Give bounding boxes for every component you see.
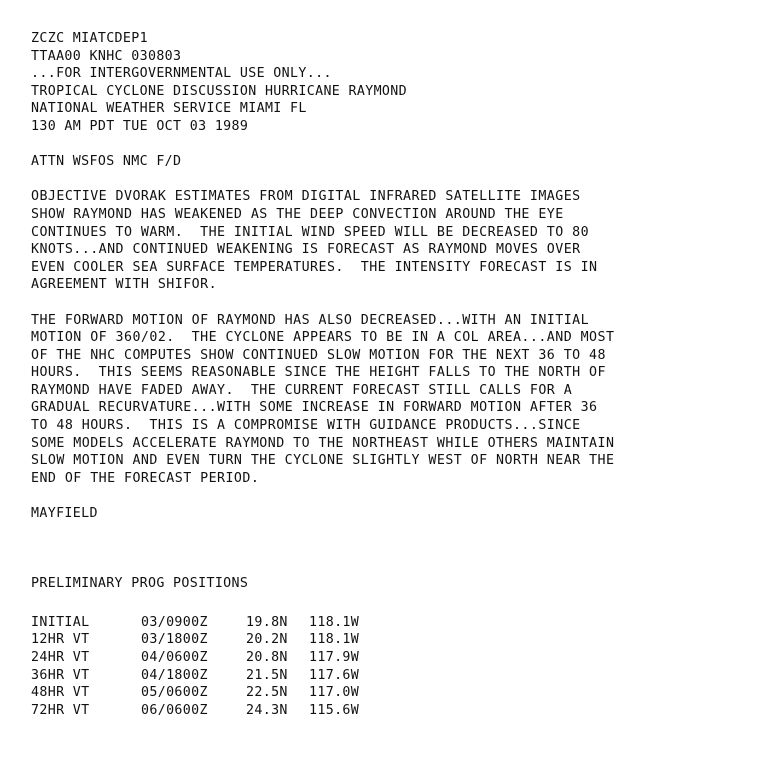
prog-latitude: 21.5N bbox=[246, 667, 288, 683]
paragraph-line: TO 48 HOURS. THIS IS A COMPROMISE WITH GUIDANCE PRODUCTS...SINCE bbox=[31, 418, 581, 434]
paragraph-line: AGREEMENT WITH SHIFOR. bbox=[31, 277, 218, 293]
paragraph-line: SLOW MOTION AND EVEN TURN THE CYCLONE SLIGHTLY WEST OF NORTH NEAR THE bbox=[31, 453, 615, 469]
paragraph-line: GRADUAL RECURVATURE...WITH SOME INCREASE IN FORWARD MOTION AFTER 36 bbox=[31, 400, 598, 416]
intensity-paragraph bbox=[31, 188, 741, 294]
header-line-issue-time: 130 AM PDT TUE OCT 03 1989 bbox=[31, 118, 249, 134]
paragraph-line: SHOW RAYMOND HAS WEAKENED AS THE DEEP CONVECTION AROUND THE EYE bbox=[31, 206, 564, 222]
paragraph-line: END OF THE FORECAST PERIOD. bbox=[31, 470, 260, 486]
prog-time: 04/0600Z bbox=[141, 650, 208, 665]
discussion-document bbox=[31, 30, 741, 719]
prog-time: 06/0600Z bbox=[141, 702, 208, 718]
table-row bbox=[31, 702, 359, 720]
prog-time: 04/1800Z bbox=[141, 667, 208, 683]
header-line-product-id: TTAA00 KNHC 030803 bbox=[31, 48, 182, 64]
prog-longitude: 118.1W bbox=[309, 632, 360, 648]
message-header bbox=[31, 30, 741, 136]
prog-longitude: 117.6W bbox=[309, 667, 360, 683]
spacer bbox=[31, 294, 741, 312]
prog-longitude: 117.0W bbox=[309, 685, 360, 701]
spacer bbox=[31, 136, 741, 154]
paragraph-line: OF THE NHC COMPUTES SHOW CONTINUED SLOW MOTION FOR THE NEXT 36 TO 48 bbox=[31, 347, 606, 363]
header-line-office: NATIONAL WEATHER SERVICE MIAMI FL bbox=[31, 101, 307, 117]
paragraph-line: THE FORWARD MOTION OF RAYMOND HAS ALSO DECREASED...WITH AN INITIAL bbox=[31, 312, 590, 328]
table-row bbox=[31, 684, 359, 702]
paragraph-line: CONTINUES TO WARM. THE INITIAL WIND SPEED WILL BE DECREASED TO 80 bbox=[31, 224, 590, 240]
forecaster-signature: MAYFIELD bbox=[31, 506, 98, 522]
prog-label: 72HR VT bbox=[31, 702, 90, 718]
prog-latitude: 24.3N bbox=[246, 702, 288, 718]
header-line-usage-notice: ...FOR INTERGOVERNMENTAL USE ONLY... bbox=[31, 66, 332, 82]
prog-time: 03/1800Z bbox=[141, 632, 208, 648]
spacer bbox=[31, 523, 741, 575]
prog-positions-table bbox=[31, 614, 359, 720]
prog-label: 12HR VT bbox=[31, 632, 90, 648]
prog-label: INITIAL bbox=[31, 614, 90, 630]
prog-positions-title: PRELIMINARY PROG POSITIONS bbox=[31, 575, 249, 591]
paragraph-line: MOTION OF 360/02. THE CYCLONE APPEARS TO BE IN A COL AREA...AND MOST bbox=[31, 330, 615, 346]
prog-latitude: 19.8N bbox=[246, 614, 288, 630]
spacer bbox=[31, 171, 741, 189]
prog-latitude: 20.8N bbox=[246, 650, 288, 665]
motion-paragraph bbox=[31, 312, 741, 488]
paragraph-line: EVEN COOLER SEA SURFACE TEMPERATURES. THE INTENSITY FORECAST IS IN bbox=[31, 259, 598, 275]
table-row bbox=[31, 649, 359, 667]
prog-time: 05/0600Z bbox=[141, 685, 208, 701]
prog-label: 36HR VT bbox=[31, 667, 90, 683]
table-row bbox=[31, 667, 359, 685]
paragraph-line: OBJECTIVE DVORAK ESTIMATES FROM DIGITAL INFRARED SATELLITE IMAGES bbox=[31, 189, 581, 205]
spacer bbox=[31, 487, 741, 505]
prog-latitude: 22.5N bbox=[246, 685, 288, 701]
table-row bbox=[31, 614, 359, 632]
prog-longitude: 115.6W bbox=[309, 702, 360, 718]
paragraph-line: SOME MODELS ACCELERATE RAYMOND TO THE NORTHEAST WHILE OTHERS MAINTAIN bbox=[31, 435, 615, 451]
prog-longitude: 118.1W bbox=[309, 614, 360, 630]
paragraph-line: HOURS. THIS SEEMS REASONABLE SINCE THE HEIGHT FALLS TO THE NORTH OF bbox=[31, 365, 606, 381]
prog-label: 48HR VT bbox=[31, 685, 90, 701]
prog-longitude: 117.9W bbox=[309, 650, 360, 665]
prog-time: 03/0900Z bbox=[141, 614, 208, 630]
table-row bbox=[31, 631, 359, 649]
paragraph-line: KNOTS...AND CONTINUED WEAKENING IS FORECAST AS RAYMOND MOVES OVER bbox=[31, 242, 581, 258]
prog-label: 24HR VT bbox=[31, 650, 90, 665]
attn-line: ATTN WSFOS NMC F/D bbox=[31, 154, 182, 170]
header-line-product-title: TROPICAL CYCLONE DISCUSSION HURRICANE RAYMOND bbox=[31, 83, 407, 99]
prog-latitude: 20.2N bbox=[246, 632, 288, 648]
header-line-routing: ZCZC MIATCDEP1 bbox=[31, 31, 148, 46]
paragraph-line: RAYMOND HAVE FADED AWAY. THE CURRENT FORECAST STILL CALLS FOR A bbox=[31, 382, 573, 398]
spacer bbox=[31, 592, 741, 610]
